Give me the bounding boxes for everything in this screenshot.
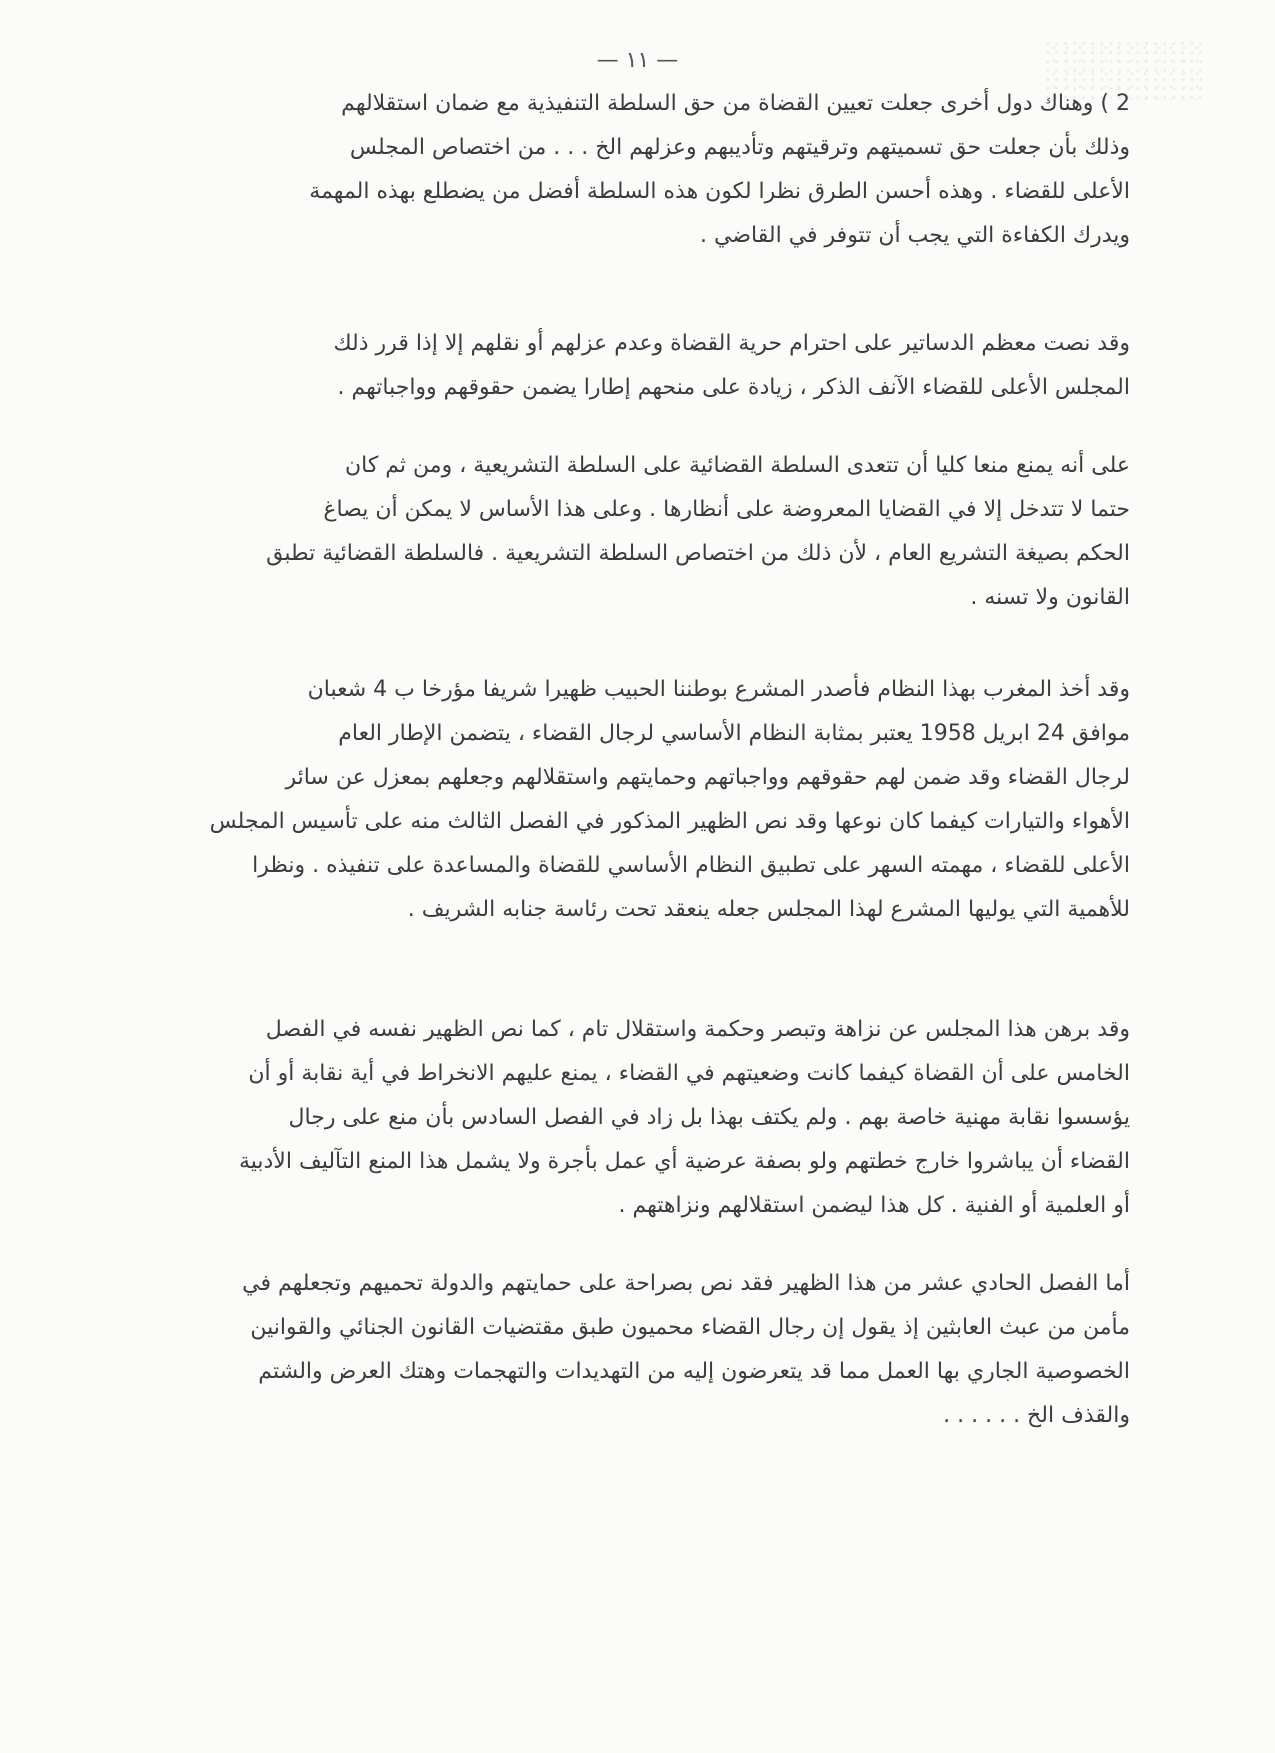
page-number: — ١١ —: [596, 48, 679, 73]
paragraph-line: ويدرك الكفاءة التي يجب أن تتوفر في القاضي .: [700, 223, 1130, 248]
paragraph-line: 2 ) وهناك دول أخرى جعلت تعيين القضاة من حق السلطة التنفيذية مع ضمان استقلالهم: [341, 91, 1130, 116]
paragraph-line: الخامس على أن القضاة كيفما كانت وضعيتهم في القضاء ، يمنع عليهم الانخراط في أية نقابة أو أن: [248, 1061, 1130, 1086]
paragraph-3: [112, 444, 1130, 620]
paragraph-line: للأهمية التي يوليها المشرع لهذا المجلس جعله ينعقد تحت رئاسة جنابه الشريف .: [407, 897, 1130, 922]
paragraph-line: القانون ولا تسنه .: [970, 585, 1130, 610]
paragraph-line: مأمن من عبث العابثين إذ يقول إن رجال القضاء محميون طبق مقتضيات القانون الجنائي والقوانين: [250, 1315, 1130, 1340]
paragraph-line: أو العلمية أو الفنية . كل هذا ليضمن استقلالهم ونزاهتهم .: [618, 1193, 1130, 1218]
paragraph-line: الأعلى للقضاء ، مهمته السهر على تطبيق النظام الأساسي للقضاة والمساعدة على تنفيذه . ونظرا: [252, 853, 1130, 878]
paragraph-line: والقذف الخ . . . . . .: [943, 1403, 1130, 1428]
paragraph-2: [112, 322, 1130, 410]
paragraph-line: حتما لا تتدخل إلا في القضايا المعروضة على أنظارها . وعلى هذا الأساس لا يمكن أن يصاغ: [323, 497, 1130, 522]
paragraph-line: يؤسسوا نقابة مهنية خاصة بهم . ولم يكتف بهذا بل زاد في الفصل السادس بأن منع على رجال: [288, 1105, 1130, 1130]
paragraph-line: الحكم بصيغة التشريع العام ، لأن ذلك من اختصاص السلطة التشريعية . فالسلطة القضائية تطبق: [266, 541, 1130, 566]
paragraph-line: الخصوصية الجاري بها العمل مما قد يتعرضون إليه من التهديدات والتهجمات وهتك العرض والشتم: [258, 1359, 1130, 1384]
paragraph-1: [112, 82, 1130, 258]
paragraph-line: لرجال القضاء وقد ضمن لهم حقوقهم وواجباتهم وحمايتهم واستقلالهم وجعلهم بمعزل عن سائر: [285, 765, 1130, 790]
paragraph-line: وقد نصت معظم الدساتير على احترام حرية القضاة وعدم عزلهم أو نقلهم إلا إذا قرر ذلك: [333, 331, 1130, 356]
paragraph-line: موافق 24 ابريل 1958 يعتبر بمثابة النظام الأساسي لرجال القضاء ، يتضمن الإطار العام: [338, 721, 1130, 746]
paragraph-5: [112, 1008, 1130, 1228]
paragraph-line: القضاء أن يباشروا خارج خطتهم ولو بصفة عرضية أي عمل بأجرة ولا يشمل هذا المنع التآليف الأدبية: [238, 1149, 1130, 1174]
paragraph-6: [112, 1262, 1130, 1438]
paragraph-line: الأهواء والتيارات كيفما كان نوعها وقد نص الظهير المذكور في الفصل الثالث منه على تأسيس المجلس: [209, 809, 1130, 834]
paragraph-line: وقد أخذ المغرب بهذا النظام فأصدر المشرع بوطننا الحبيب ظهيرا شريفا مؤرخا ب 4 شعبان: [307, 677, 1130, 702]
paragraph-line: على أنه يمنع منعا كليا أن تتعدى السلطة القضائية على السلطة التشريعية ، ومن ثم كان: [344, 453, 1130, 478]
paragraph-line: المجلس الأعلى للقضاء الآنف الذكر ، زيادة على منحهم إطارا يضمن حقوقهم وواجباتهم .: [337, 375, 1130, 400]
paragraph-4: [112, 668, 1130, 932]
paragraph-line: وذلك بأن جعلت حق تسميتهم وترقيتهم وتأديبهم وعزلهم الخ . . . من اختصاص المجلس: [349, 135, 1130, 160]
paragraph-line: وقد برهن هذا المجلس عن نزاهة وتبصر وحكمة واستقلال تام ، كما نص الظهير نفسه في الفصل: [265, 1017, 1130, 1042]
paragraph-line: أما الفصل الحادي عشر من هذا الظهير فقد نص بصراحة على حمايتهم والدولة تحميهم وتجعلهم في: [242, 1271, 1130, 1296]
paragraph-line: الأعلى للقضاء . وهذه أحسن الطرق نظرا لكون هذه السلطة أفضل من يضطلع بهذه المهمة: [309, 179, 1130, 204]
